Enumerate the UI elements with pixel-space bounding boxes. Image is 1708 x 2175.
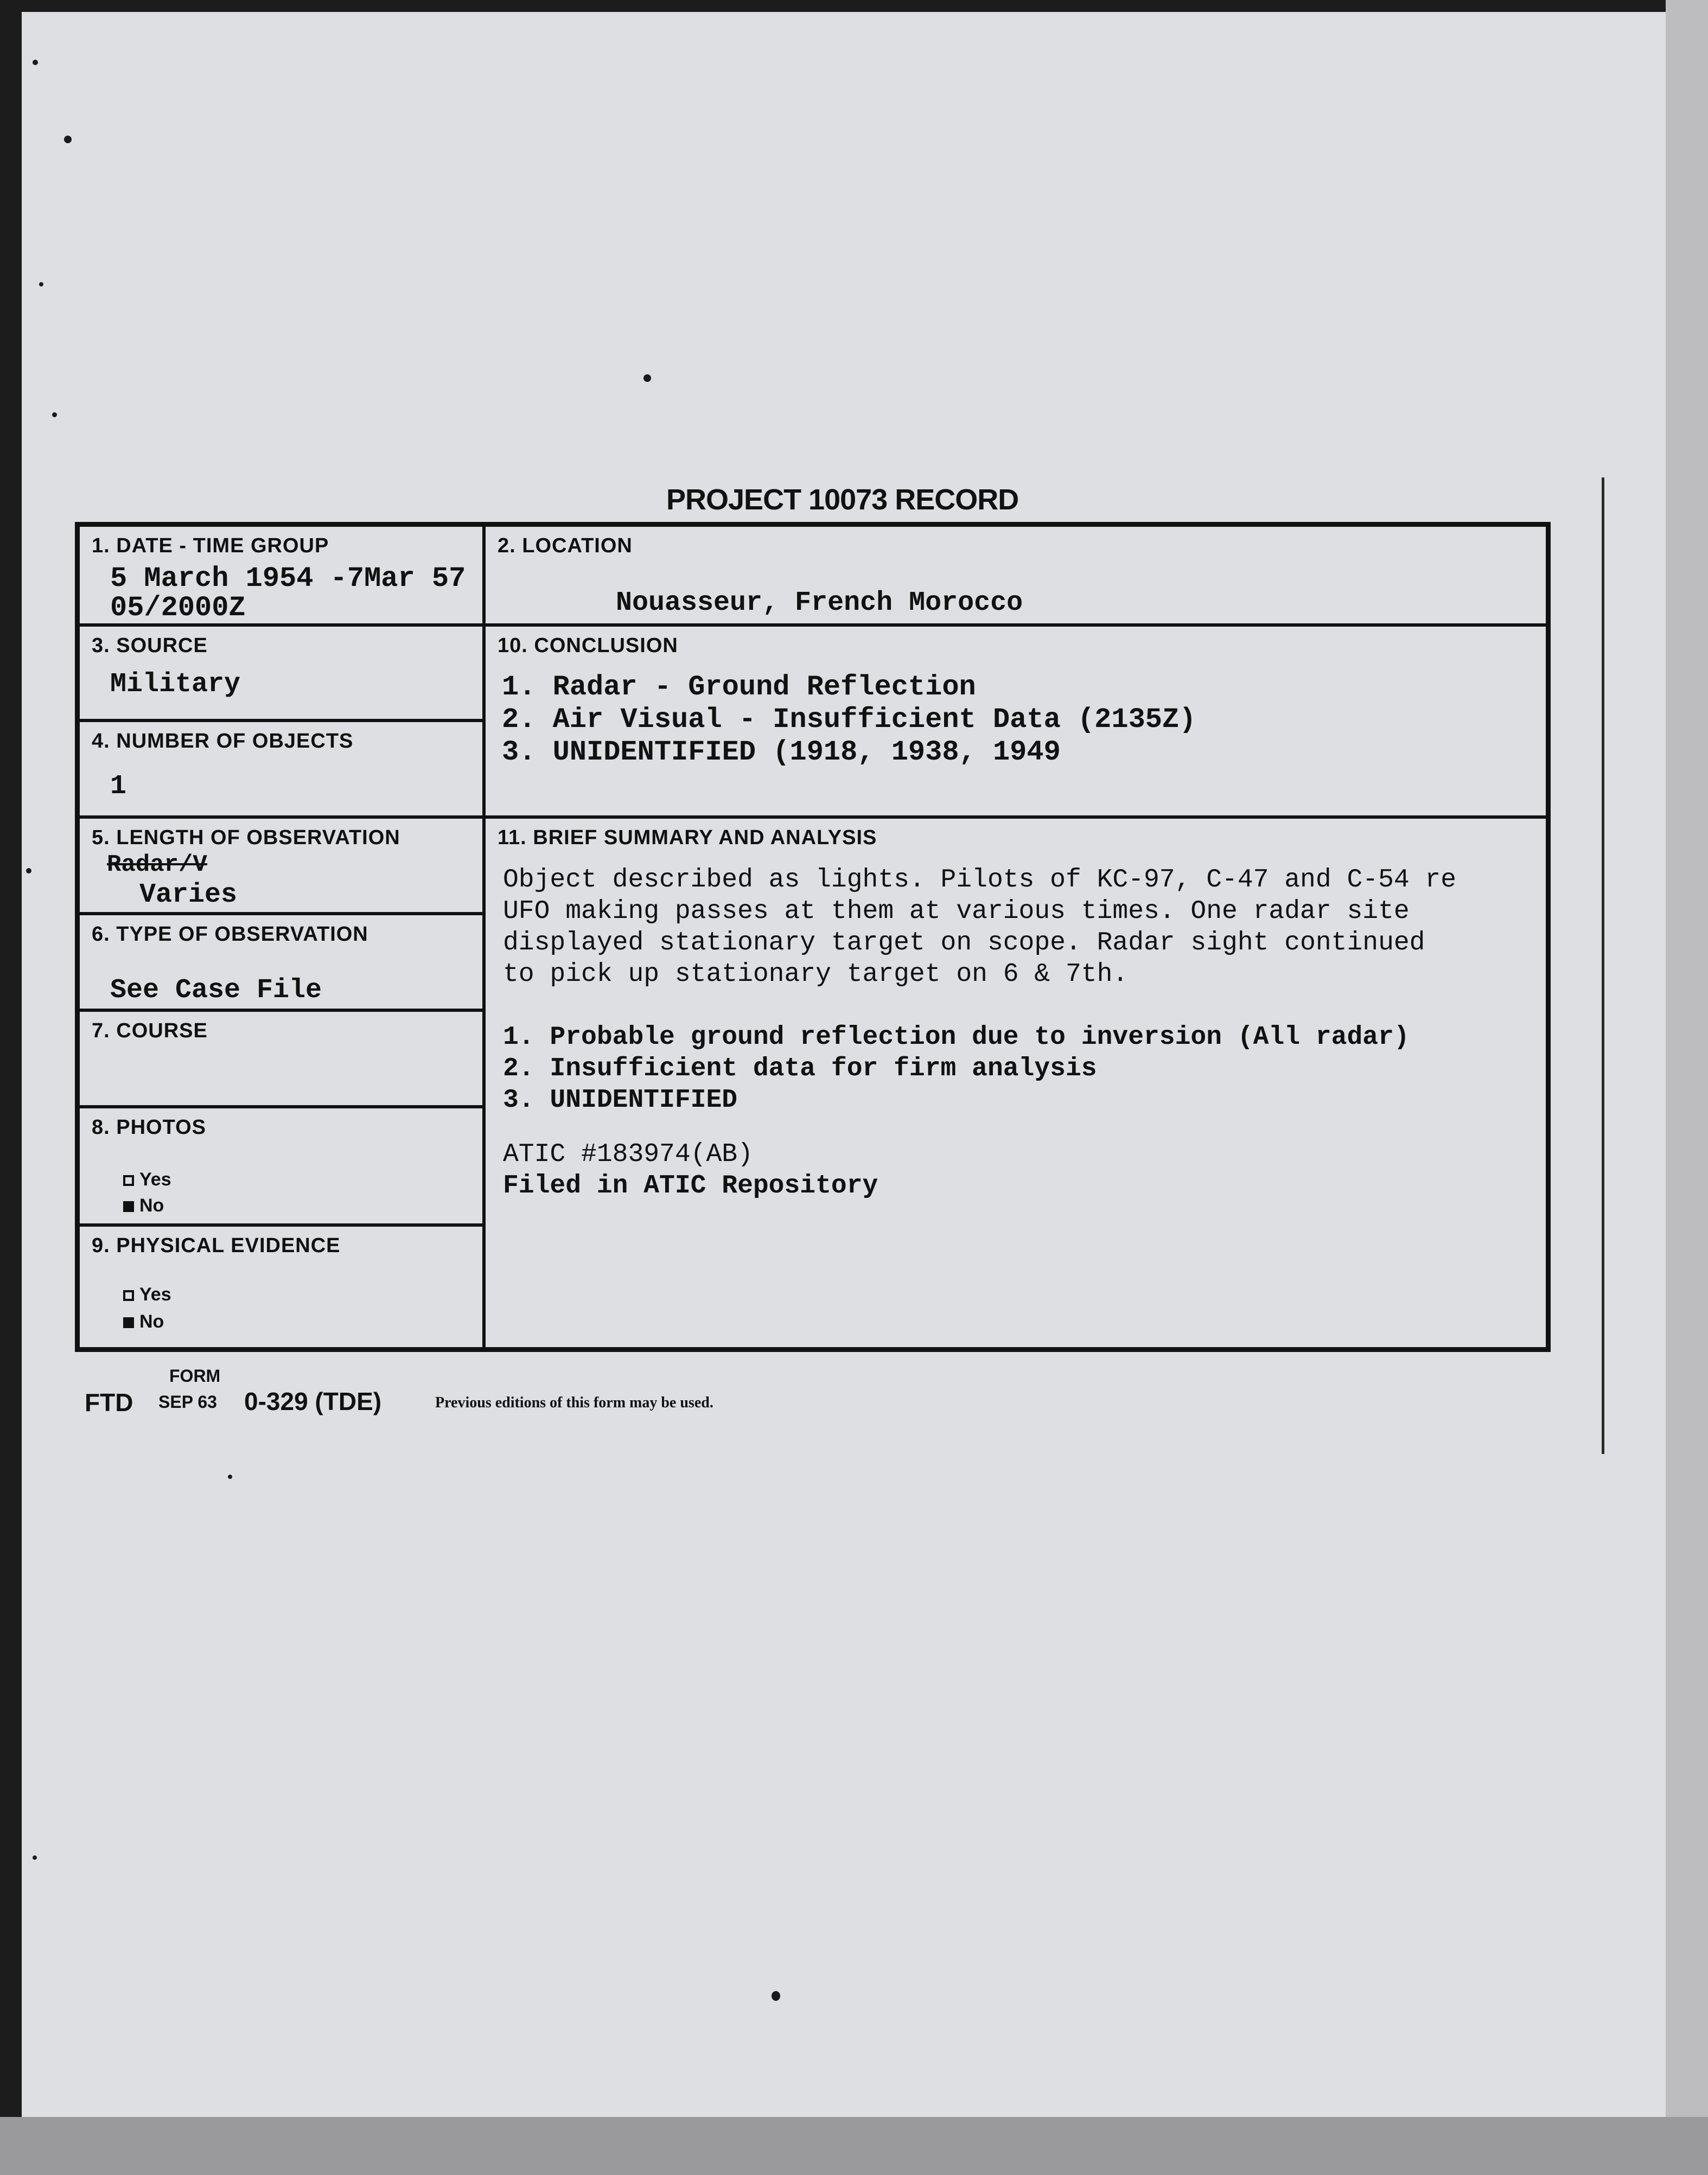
conclusion-item: 1. Radar - Ground Reflection [502,671,976,703]
type-of-observation-cell [80,915,482,1012]
field-label: 7. COURSE [92,1019,208,1042]
scan-speck [772,1991,780,2001]
field-label: 9. PHYSICAL EVIDENCE [92,1234,341,1257]
course-cell [80,1012,482,1108]
summary-line: displayed stationary target on scope. Radar sight continued [503,928,1425,958]
analysis-item: 3. UNIDENTIFIED [503,1086,738,1115]
analysis-item: 2. Insufficient data for firm analysis [503,1054,1097,1083]
photos-no-checkbox [123,1201,134,1212]
summary-line: UFO making passes at them at various times. One radar site [503,897,1410,926]
evidence-no-checkbox [123,1317,134,1328]
scan-speck [64,136,72,143]
photos-no-option [123,1195,164,1216]
scan-edge-right [1666,0,1708,2117]
length-of-observation-cell [80,819,482,915]
field-label: 1. DATE - TIME GROUP [92,534,329,557]
margin-rule [1602,477,1604,1454]
scan-speck [33,1855,37,1860]
type-value: See Case File [110,975,322,1006]
objects-value: 1 [110,771,127,802]
physical-evidence-cell [80,1227,482,1347]
photos-yes-option [123,1169,171,1190]
field-label: 3. SOURCE [92,634,208,657]
field-label: 5. LENGTH OF OBSERVATION [92,826,400,849]
number-of-objects-cell [80,722,482,819]
evidence-yes-option [123,1284,171,1305]
length-value: Varies [139,879,238,910]
date-line-2: 05/2000Z [110,592,246,624]
photos-no-label: No [139,1195,164,1216]
summary-cell [486,819,1546,1347]
scan-speck [643,374,651,382]
analysis-item: 1. Probable ground reflection due to inversion (All radar) [503,1023,1410,1052]
field-label: 4. NUMBER OF OBJECTS [92,730,354,752]
evidence-yes-label: Yes [139,1284,171,1305]
location-cell [486,527,1546,627]
scan-edge-bottom [0,2117,1708,2175]
evidence-no-label: No [139,1311,164,1332]
conclusion-item: 3. UNIDENTIFIED (1918, 1938, 1949 [502,736,1061,768]
filed-note: Filed in ATIC Repository [503,1171,878,1201]
date-time-group-cell [80,527,482,627]
source-cell [80,627,482,722]
footer-form-word: FORM [169,1366,221,1386]
field-label: 11. BRIEF SUMMARY AND ANALYSIS [498,826,877,849]
footer-ftd: FTD [85,1388,133,1417]
date-line-1: 5 March 1954 -7Mar 57 [110,563,466,595]
summary-line: to pick up stationary target on 6 & 7th. [503,960,1129,989]
length-struck-value: Radar/V [107,851,207,878]
scan-speck [26,868,31,873]
footer-form-code: 0-329 (TDE) [244,1387,382,1415]
evidence-no-option [123,1311,164,1332]
record-form [75,522,1551,1352]
field-label: 10. CONCLUSION [498,634,678,657]
photos-yes-checkbox [123,1175,134,1186]
conclusion-item: 2. Air Visual - Insufficient Data (2135Z) [502,704,1196,736]
footer-note: Previous editions of this form may be used. [435,1394,713,1411]
scan-speck [33,60,38,65]
summary-line: Object described as lights. Pilots of KC-97, C-47 and C-54 re [503,865,1457,895]
conclusion-cell [486,627,1546,819]
page-title: PROJECT 10073 RECORD [666,483,1019,516]
scan-speck [39,282,43,286]
photos-cell [80,1108,482,1227]
source-value: Military [110,669,241,700]
field-label: 2. LOCATION [498,534,633,557]
field-label: 6. TYPE OF OBSERVATION [92,923,368,946]
scan-speck [228,1475,232,1479]
atic-number: ATIC #183974(AB) [503,1140,753,1169]
photos-yes-label: Yes [139,1169,171,1190]
footer-date: SEP 63 [158,1392,217,1412]
location-value: Nouasseur, French Morocco [616,588,1023,618]
field-label: 8. PHOTOS [92,1116,207,1139]
evidence-yes-checkbox [123,1290,134,1301]
scan-speck [52,412,57,417]
